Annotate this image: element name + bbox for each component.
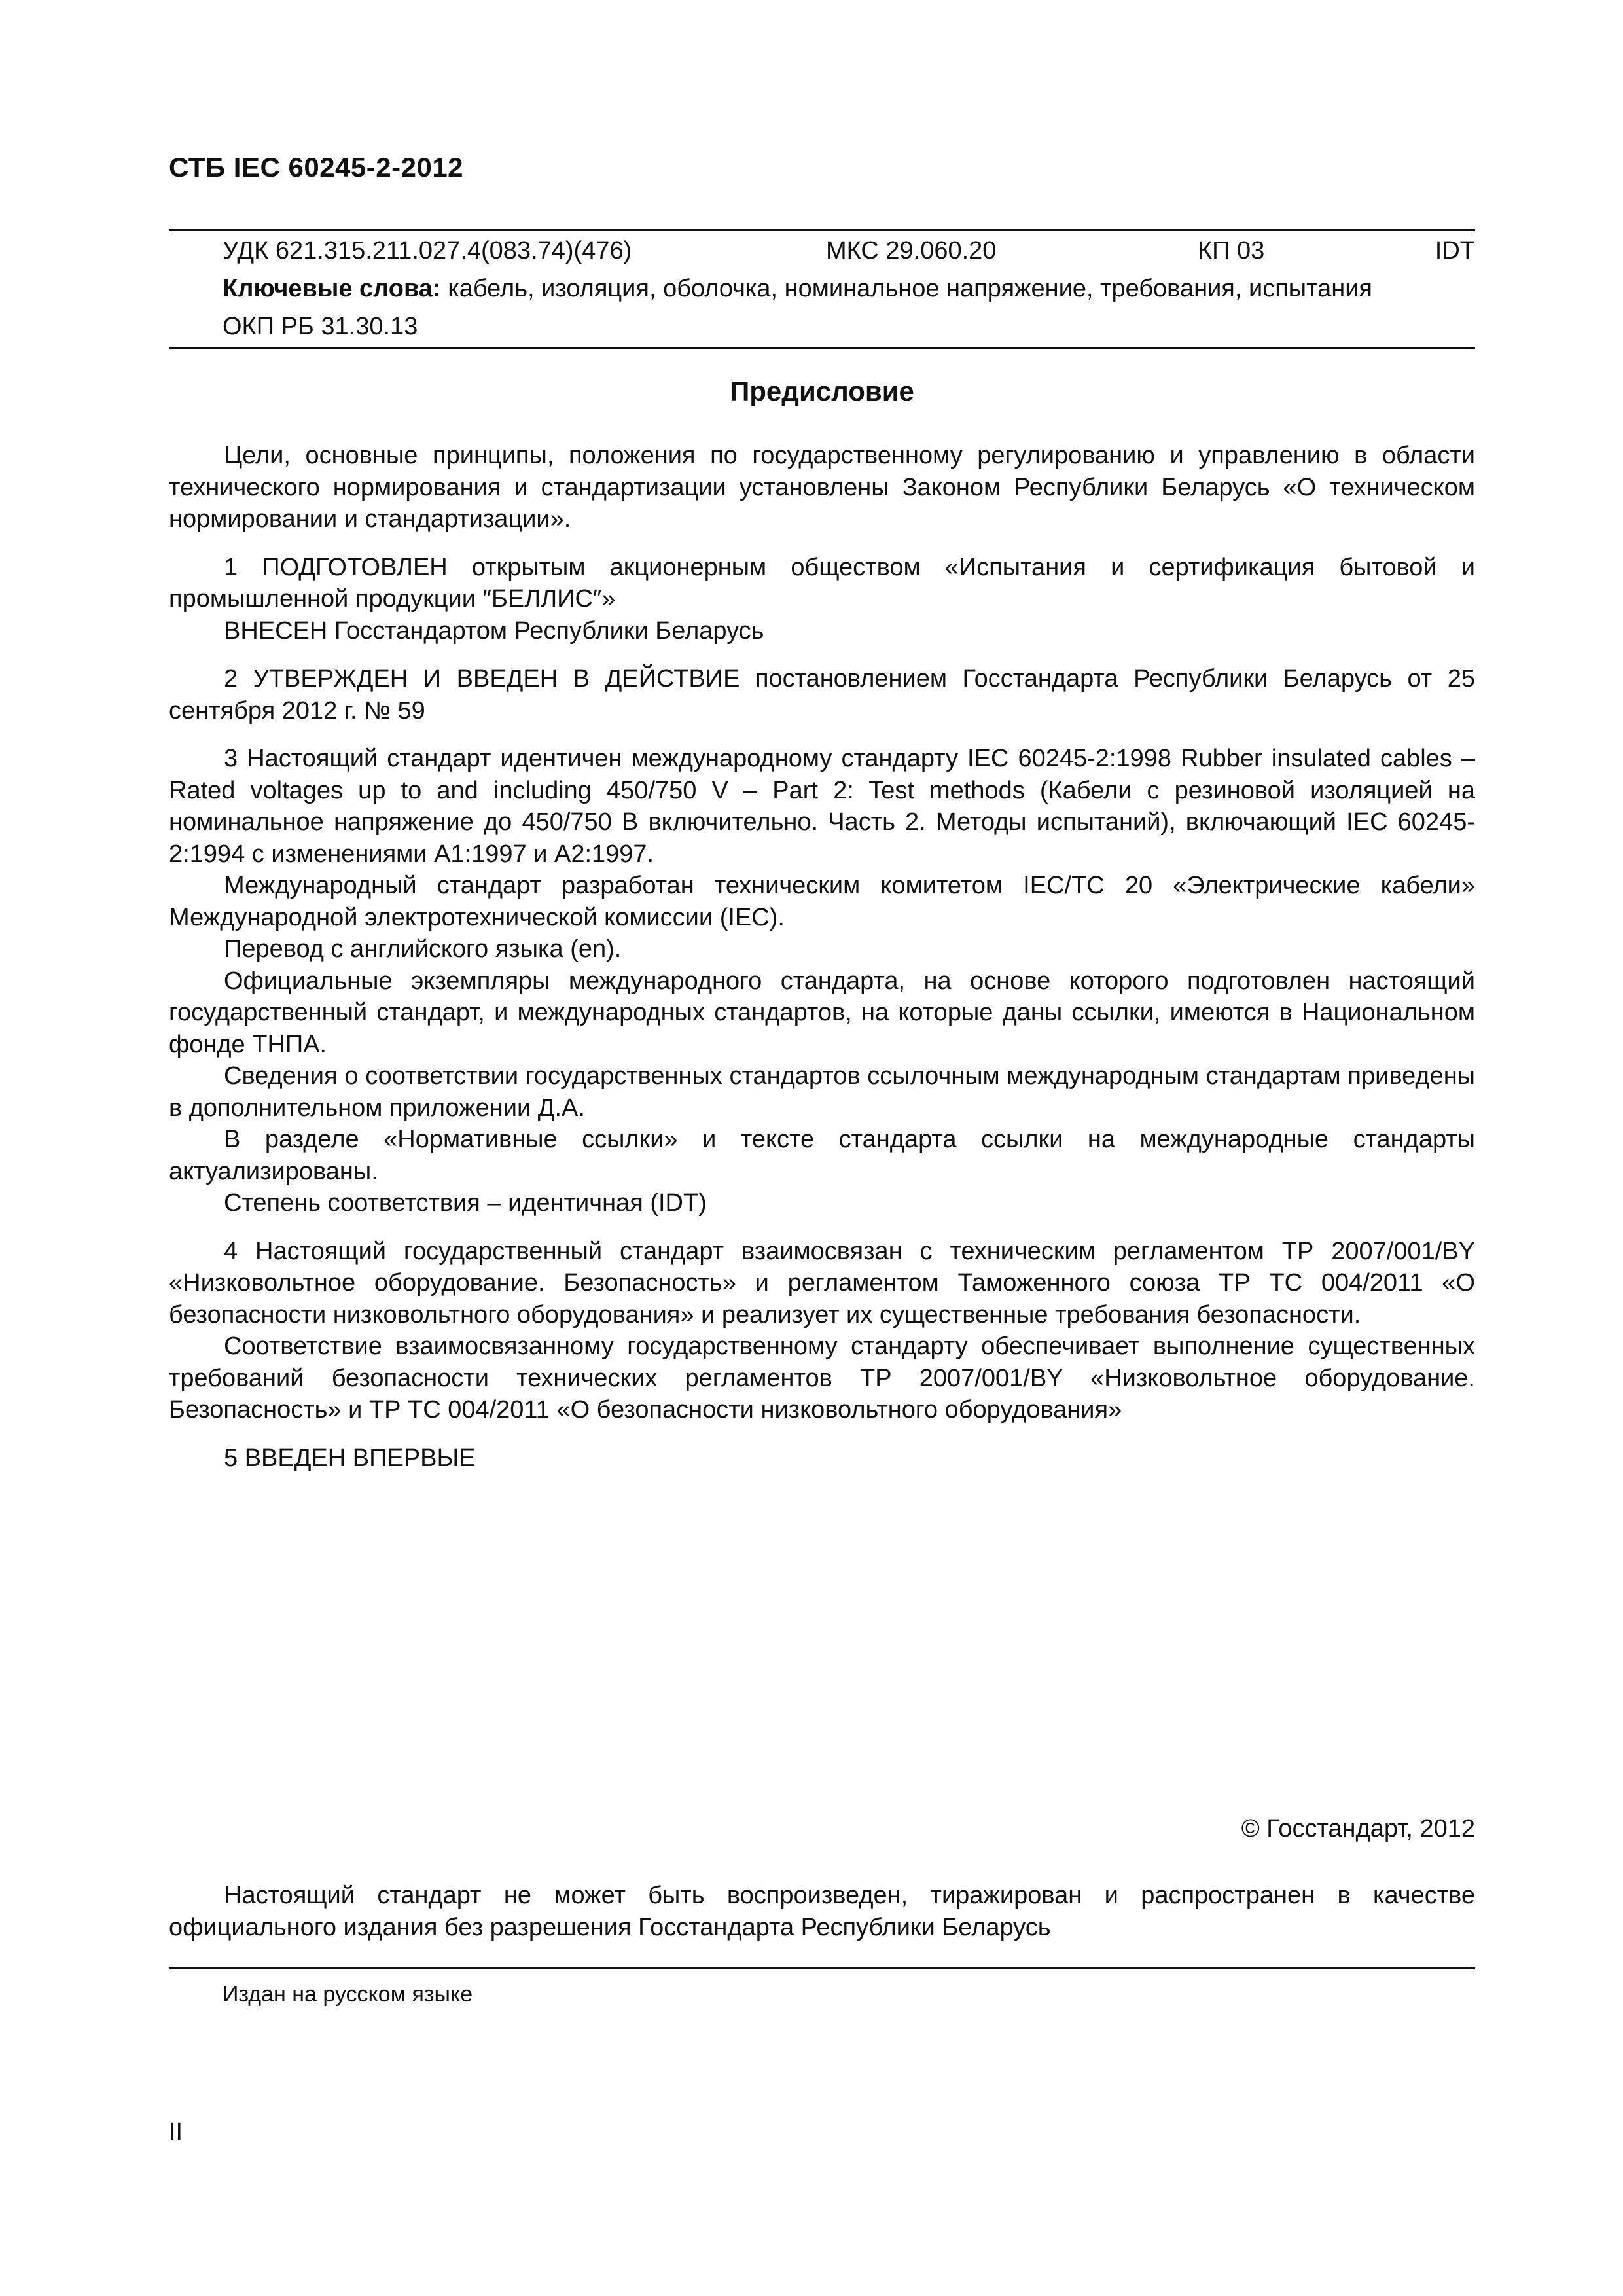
reproduction-notice: Настоящий стандарт не может быть воспроизведен, тиражирован и распространен в качестве официального издания без разрешения Госстандарта Республики Беларусь xyxy=(169,1882,1475,1941)
keywords-text: кабель, изоляция, оболочка, номинальное напряжение, требования, испытания xyxy=(440,275,1373,302)
language-note: Издан на русском языке xyxy=(223,1982,473,2007)
paragraph-degree: Степень соответствия – идентичная (IDT) xyxy=(224,1189,707,1217)
kp-code: КП 03 xyxy=(1198,237,1265,264)
paragraph-interrelated: 4 Настоящий государственный стандарт взаимосвязан с техническим регламентом ТР 2007/001/BY «Низковольтное оборудование. Безопасность» и регламентом Таможенного союза ТР ТС 004/2011 «О безопасности низковольтного оборудования» и реализует их существенные требования безопасности. xyxy=(169,1237,1475,1329)
top-divider xyxy=(169,229,1475,231)
copyright-notice: © Госстандарт, 2012 xyxy=(1241,1815,1475,1842)
degree-of-correspondence: IDT xyxy=(1435,237,1475,264)
classification-row xyxy=(223,236,1475,266)
standard-designation: СТБ IEC 60245-2-2012 xyxy=(169,152,464,183)
page-number: II xyxy=(169,2118,183,2145)
foreword-body xyxy=(169,440,1475,1474)
paragraph-purpose: Цели, основные принципы, положения по государственному регулированию и управлению в области технического нормирования и стандартизации установлены Законом Республики Беларусь «О техническом нормировании и стандартизации». xyxy=(169,442,1475,533)
footer-divider xyxy=(169,1967,1475,1969)
paragraph-introduced: ВНЕСЕН Госстандартом Республики Беларусь xyxy=(224,617,764,645)
meta-divider xyxy=(169,347,1475,349)
foreword-title: Предисловие xyxy=(730,376,914,406)
paragraph-compliance: Соответствие взаимосвязанному государственному стандарту обеспечивает выполнение существенных требований безопасности технических регламентов ТР 2007/001/BY «Низковольтное оборудование. Безопасность» и ТР ТС 004/2011 «О безопасности низковольтного оборудования» xyxy=(169,1333,1475,1424)
paragraph-developed: Международный стандарт разработан техническим комитетом IEC/TC 20 «Электрические кабели» Международной электротехнической комиссии (IEC). xyxy=(169,872,1475,931)
paragraph-references-updated: В разделе «Нормативные ссылки» и тексте стандарта ссылки на международные стандарты актуализированы. xyxy=(169,1126,1475,1185)
paragraph-prepared: 1 ПОДГОТОВЛЕН открытым акционерным обществом «Испытания и сертификация бытовой и промышленной продукции ″БЕЛЛИС″» xyxy=(169,553,1475,613)
paragraph-identical: 3 Настоящий стандарт идентичен международному стандарту IEC 60245-2:1998 Rubber insulated cables – Rated voltages up to and including 450/750 V – Part 2: Test methods (Кабели с резиновой изоляцией на номинальное напряжение до 450/750 В включительно. Часть 2. Методы испытаний), включающий IEC 60245-2:1994 с изменениями А1:1997 и А2:1997. xyxy=(169,745,1475,868)
paragraph-translation: Перевод с английского языка (en). xyxy=(224,935,622,963)
paragraph-approved: 2 УТВЕРЖДЕН И ВВЕДЕН В ДЕЙСТВИЕ постановлением Госстандарта Республики Беларусь от 25 сентября 2012 г. № 59 xyxy=(169,665,1475,725)
udk-code: УДК 621.315.211.027.4(083.74)(476) xyxy=(223,237,632,264)
keywords-label: Ключевые слова: xyxy=(223,275,441,302)
paragraph-references-info: Сведения о соответствии государственных стандартов ссылочным международным стандартам приведены в дополнительном приложении Д.А. xyxy=(169,1062,1475,1122)
paragraph-official-copies: Официальные экземпляры международного стандарта, на основе которого подготовлен настоящий государственный стандарт, и международных стандартов, на которые даны ссылки, имеются в Национальном фонде ТНПА. xyxy=(169,967,1475,1058)
keywords-row xyxy=(223,274,1475,304)
mks-code: МКС 29.060.20 xyxy=(826,237,997,264)
okp-code: ОКП РБ 31.30.13 xyxy=(223,313,418,340)
paragraph-first-introduced: 5 ВВЕДЕН ВПЕРВЫЕ xyxy=(224,1444,476,1472)
